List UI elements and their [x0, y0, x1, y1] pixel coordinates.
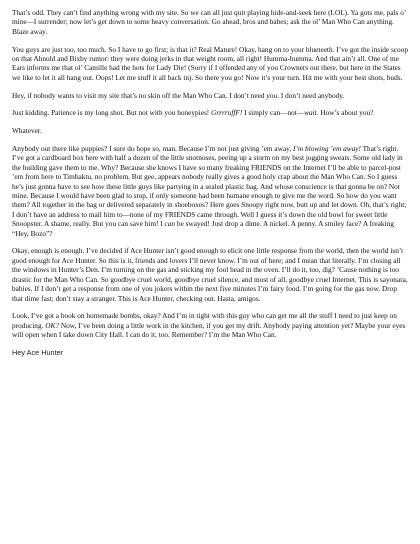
- text-run: be swayed! Just drop a dime. A nickel. A penny. A smiley face? A freaking “Hey, Bozo”?: [12, 219, 394, 238]
- text-run: I simply can—not—: [242, 108, 305, 118]
- text-run: Now, I’ve been doing a little work in the kitchen, if you get my drift. Anybody paying attention yet? Maybe your eyes will open when I take down City Hall. I can do it, too. Remember? I’m the Man Who Can.: [12, 320, 406, 340]
- italic-text-run: GrrrruffF!: [211, 108, 243, 118]
- text-run: Just kidding. Patience is my long shot. But not with you honeypies!: [12, 108, 212, 118]
- paragraph: [12, 126, 408, 135]
- paragraph: [12, 45, 408, 83]
- text-run: That’s odd. They can’t find anything wrong with my site. So we can all just quit playing hide-and-seek here (LOL). Ya gots me, pals o’ mine—I surrender; now let’s get down to some heavy conversation. Go ahead, bros and babes; ask the ol’ Man Who Can anything. Blaze away.: [12, 8, 406, 36]
- paragraph: [12, 8, 408, 36]
- paragraph: [12, 311, 408, 339]
- paragraph: [12, 144, 408, 238]
- text-run: Okay, enough is enough. I’ve decided if Ace Hunter isn’t good enough to elicit one little response from the world, then the world isn’t good enough for Ace Hunter. So this is it, friends and lovers I’ll never know. I’m out of here; and I mean that literally. I’m closing all the windows in Hunter’s Den. I’m turning on the gas and sticking my fool head in the oven. I’ll do it, too, dig? ’Cause nothing is too drastic for the Man Who Can. So goodbye cruel world, goodbye cruel silence, and most of all, goodbye cruel Internet. This is sayonara, babies. If I don’t get a response from one of you jokers within the next five minutes I’m fairy food. I’m going for the gas now. Drop that dime fast; don’t stay a stranger. This is Ace Hunter, checking out. Hasta, amigos.: [12, 246, 408, 303]
- text-run: Hey, if nobody wants to visit my site that’s no skin off the Man Who Can. I don’t need you. I don’t need anybody.: [12, 90, 345, 100]
- text-run: How’s about you?: [318, 108, 374, 118]
- italic-text-run: OK?: [45, 320, 60, 330]
- paragraph: [12, 246, 408, 302]
- text-run: Whatever.: [12, 126, 42, 136]
- text-run: Look, I’ve got a book on homemade bombs, okay? And I’m in tight with this guy who can get me all the stuff I need to just keep on producing.: [12, 311, 397, 330]
- italic-text-run: can: [164, 219, 176, 229]
- document-body: [12, 8, 408, 340]
- paragraph: [12, 91, 408, 100]
- text-run: Anybody out there like puppies? I sure do hope so, man. Because I’m not just giving ’em away,: [12, 144, 294, 154]
- signoff-text: Hey Ace Hunter: [12, 347, 64, 357]
- text-run: That’s right. I’ve got a cardboard box here with half a dozen of the little snotnoses, peeing up a storm on my best jogging sweats. Some old lady in the building gave them to me. Why? Because she knows I have so many freaking FRIENDS on the Internet I’ll be able to parcel-post ’em from here to Timbaktu, no problem. But gee, appears nobody really gives a good holy crap about the Man Who Can. So I guess he’s just gonna have to see how these little guys like partying in a sealed plastic bag. And whose conscience is that gonna be on? Not mine. Because I would have been glad to stop, if only someone had been humane enough to give me the word. So how do you want them? All together in the bag or delivered separately in shoeboxes? Here goes Snoopy right now, butt up and let down. Oh, that’s right; I don’t have an address to mail him to—none of my FRIENDS came through. Well I guess it’s down the old bowl for sweet little Snoopster. A shame, really. But you can save him! I: [12, 144, 407, 229]
- italic-text-run: wait.: [304, 108, 319, 118]
- paragraph: [12, 108, 408, 117]
- text-run: You guys are just too, too much. So I have to go first; is that it? Real Mature! Okay, hang on to your blueteeth. I’ve got the inside scoop on that Ahnold and Bixby rumor: they were doing jerks in that weight room, all right! Humma-humma. And that ain’t all. One of me Ears informs me that ol’ Camille had the hots for Lady Die! (Sorry if I offended any of you Crowners out there, but here in the States we like to let it all hang out. Oops! Let me stuff it all back in). So there you go! Now it’s your turn. Hit me with your best shots, buds.: [12, 44, 408, 82]
- italic-text-run: I’m blowing ’em away!: [293, 144, 361, 154]
